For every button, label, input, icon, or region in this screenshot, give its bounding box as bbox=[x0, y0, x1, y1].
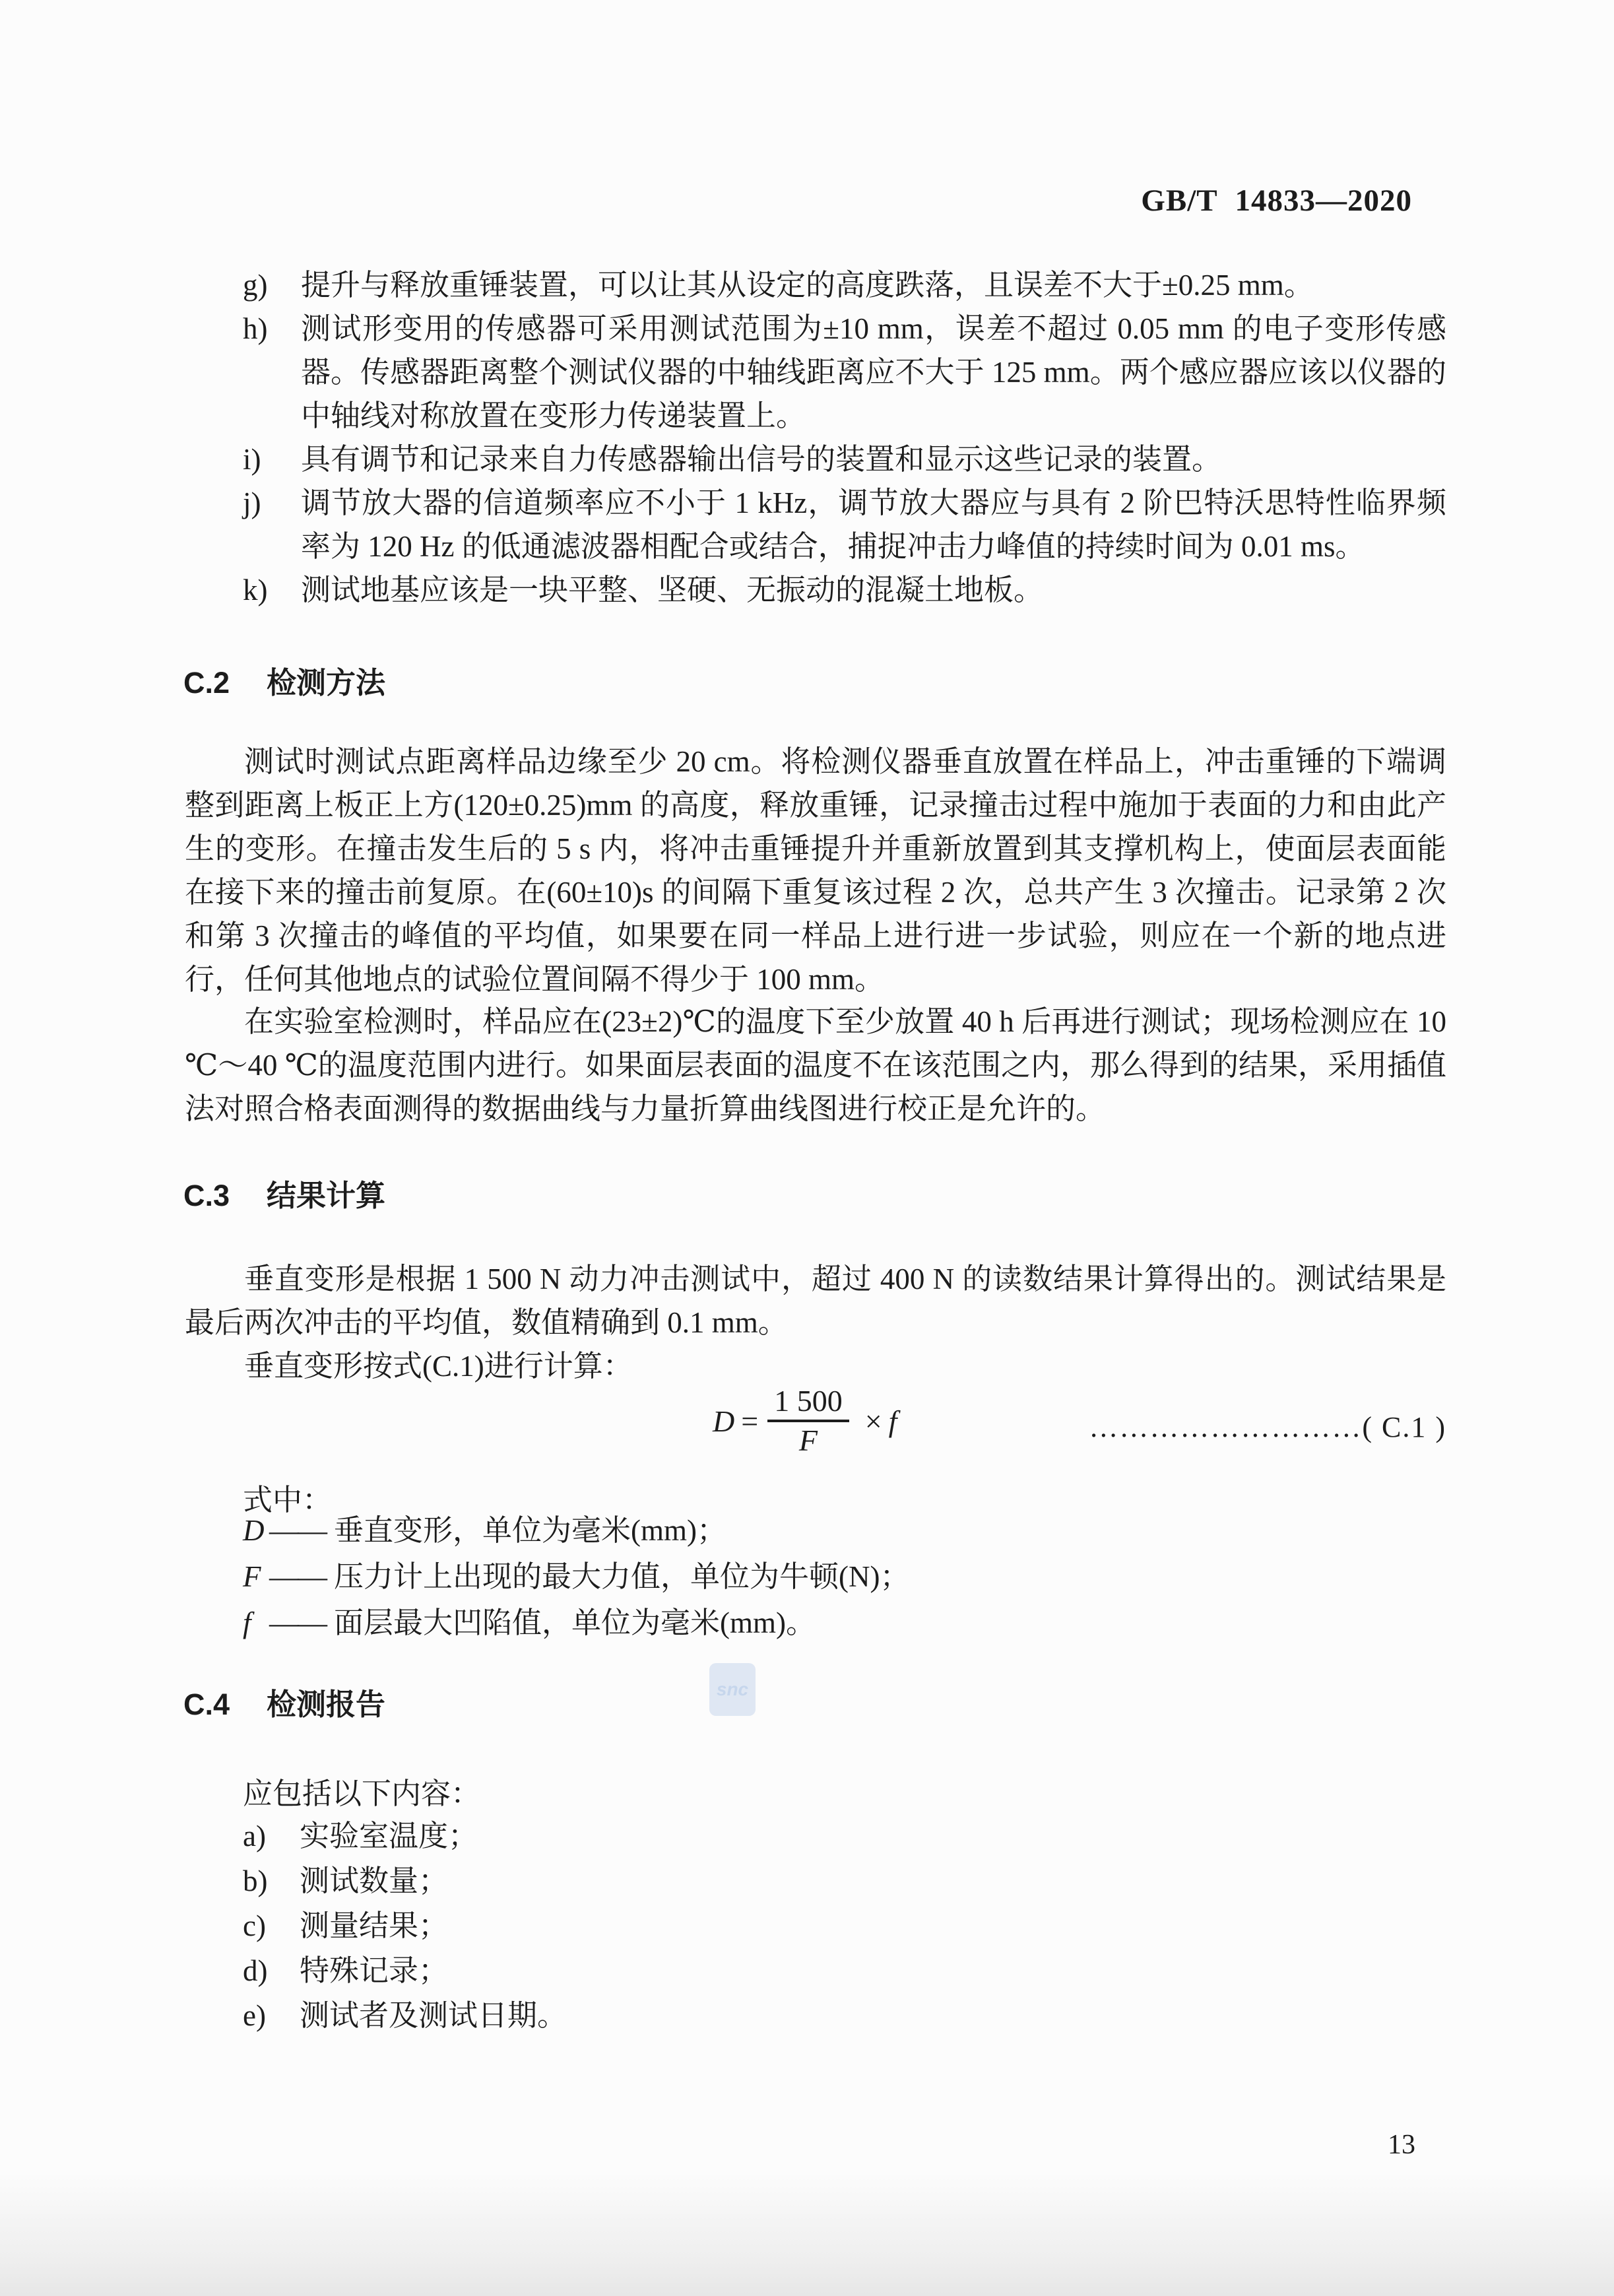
list-item-label: h) bbox=[243, 312, 268, 345]
section-title: 结果计算 bbox=[267, 1179, 386, 1212]
standard-code-header: GB/T 14833—2020 bbox=[1141, 183, 1412, 218]
list-item-text: 测试地基应该是一块平整、坚硬、无振动的混凝土地板。 bbox=[301, 574, 1044, 607]
list-item-text: 调节放大器的信道频率应不小于 1 kHz，调节放大器应与具有 2 阶巴特沃思特性临界频率为 120 Hz 的低通滤波器相配合或结合，捕捉冲击力峰值的持续时间为 0.01 ms。 bbox=[301, 486, 1446, 563]
page-bottom-shadow bbox=[0, 2171, 1614, 2296]
formula-leader-and-label bbox=[1089, 1410, 1446, 1444]
list-item-text: 测试形变用的传感器可采用测试范围为±10 mm，误差不超过 0.05 mm 的电子变形传感器。传感器距离整个测试仪器的中轴线距离应不大于 125 mm。两个感应器应该以仪器的中轴线对称放置在变形力传递装置上。 bbox=[301, 312, 1446, 432]
list-item-label: a) bbox=[243, 1820, 266, 1853]
symbol: D bbox=[243, 1514, 265, 1547]
formula-numerator: 1 500 bbox=[774, 1384, 843, 1418]
list-item-text: 测试数量； bbox=[300, 1864, 449, 1897]
list-item bbox=[185, 1858, 1446, 1903]
symbol-definition bbox=[185, 1507, 1446, 1554]
definition-dash: —— bbox=[269, 1606, 326, 1639]
section-number: C.4 bbox=[183, 1688, 230, 1721]
formula-denominator: F bbox=[798, 1424, 818, 1457]
list-item bbox=[185, 307, 1446, 438]
c3-paragraph-1: 垂直变形是根据 1 500 N 动力冲击测试中，超过 400 N 的读数结果计算得出的。测试结果是最后两次冲击的平均值，数值精确到 0.1 mm。 bbox=[185, 1263, 1446, 1339]
formula-operator: × bbox=[864, 1404, 882, 1438]
list-item bbox=[185, 263, 1446, 307]
equipment-requirements-list bbox=[185, 263, 1446, 612]
formula-equals: = bbox=[741, 1404, 759, 1438]
definition-text: 面层最大凹陷值，单位为毫米(mm)。 bbox=[334, 1606, 816, 1639]
symbol: F bbox=[243, 1560, 261, 1593]
c3-paragraph-2: 垂直变形按式(C.1)进行计算： bbox=[244, 1350, 633, 1383]
list-item bbox=[185, 1903, 1446, 1948]
list-item-label: i) bbox=[243, 443, 261, 476]
list-item bbox=[185, 568, 1446, 612]
page-number: 13 bbox=[1388, 2130, 1415, 2160]
list-item bbox=[185, 1948, 1446, 1993]
formula-lhs: D bbox=[713, 1404, 735, 1438]
list-item-label: c) bbox=[243, 1909, 266, 1942]
list-item-text: 提升与释放重锤装置，可以让其从设定的高度跌落，且误差不大于±0.25 mm。 bbox=[301, 269, 1314, 302]
definition-dash: —— bbox=[269, 1560, 326, 1593]
section-number: C.3 bbox=[183, 1179, 230, 1212]
list-item-label: b) bbox=[243, 1864, 268, 1897]
definition-dash: —— bbox=[269, 1514, 326, 1547]
list-item bbox=[185, 438, 1446, 481]
list-item bbox=[185, 1993, 1446, 2038]
section-heading-c4 bbox=[183, 1680, 385, 1723]
list-item-text: 测试者及测试日期。 bbox=[300, 1999, 567, 2032]
list-item bbox=[185, 1814, 1446, 1858]
list-item-text: 特殊记录； bbox=[300, 1954, 449, 1987]
section-title: 检测报告 bbox=[267, 1688, 386, 1721]
formula-expression bbox=[713, 1383, 897, 1459]
section-heading-c2 bbox=[183, 659, 385, 702]
symbol-definition bbox=[185, 1600, 1446, 1646]
definition-text: 压力计上出现的最大力值，单位为牛顿(N)； bbox=[334, 1560, 910, 1593]
formula-operand: f bbox=[888, 1404, 897, 1438]
list-item-label: d) bbox=[243, 1954, 268, 1987]
list-item-text: 实验室温度； bbox=[300, 1820, 478, 1853]
symbol: f bbox=[243, 1606, 251, 1639]
symbol-definition bbox=[185, 1554, 1446, 1600]
formula-fraction bbox=[767, 1383, 849, 1459]
symbol-definitions bbox=[185, 1507, 1446, 1646]
list-item-text: 具有调节和记录来自力传感器输出信号的装置和显示这些记录的装置。 bbox=[301, 443, 1222, 476]
definition-text: 垂直变形，单位为毫米(mm)； bbox=[334, 1514, 726, 1547]
formula-number-label: ( C.1 ) bbox=[1362, 1411, 1446, 1443]
list-item-label: k) bbox=[243, 574, 268, 607]
formula-c1 bbox=[185, 1383, 1446, 1482]
c2-paragraph-2: 在实验室检测时，样品应在(23±2)℃的温度下至少放置 40 h 后再进行测试；现场检测应在 10 ℃～40 ℃的温度范围内进行。如果面层表面的温度不在该范围之内，那么得到的结果，采用插值法对照合格表面测得的数据曲线与力量折算曲线图进行校正是允许的。 bbox=[185, 1005, 1446, 1125]
list-item-label: j) bbox=[243, 486, 261, 519]
sac-watermark: snc bbox=[709, 1663, 756, 1716]
section-number: C.2 bbox=[183, 666, 230, 700]
c2-paragraph-1: 测试时测试点距离样品边缘至少 20 cm。将检测仪器垂直放置在样品上，冲击重锤的下端调整到距离上板正上方(120±0.25)mm 的高度，释放重锤，记录撞击过程中施加于表面的力和由此产生的变形。在撞击发生后的 5 s 内，将冲击重锤提升并重新放置到其支撑机构上，使面层表面能在接下来的撞击前复原。在(60±10)s 的间隔下重复该过程 2 次，总共产生 3 次撞击。记录第 2 次和第 3 次撞击的峰值的平均值，如果要在同一样品上进行进一步试验，则应在一个新的地点进行，任何其他地点的试验位置间隔不得少于 100 mm。 bbox=[185, 745, 1446, 996]
formula-leader-dots: ……………………… bbox=[1089, 1411, 1363, 1443]
where-label: 式中： bbox=[243, 1484, 333, 1517]
section-title: 检测方法 bbox=[267, 666, 386, 700]
list-item-label: g) bbox=[243, 269, 268, 302]
c4-intro: 应包括以下内容： bbox=[243, 1777, 481, 1810]
list-item-label: e) bbox=[243, 1999, 266, 2032]
list-item bbox=[185, 481, 1446, 568]
report-contents-list bbox=[185, 1814, 1446, 2038]
list-item-text: 测量结果； bbox=[300, 1909, 449, 1942]
section-heading-c3 bbox=[183, 1171, 385, 1214]
